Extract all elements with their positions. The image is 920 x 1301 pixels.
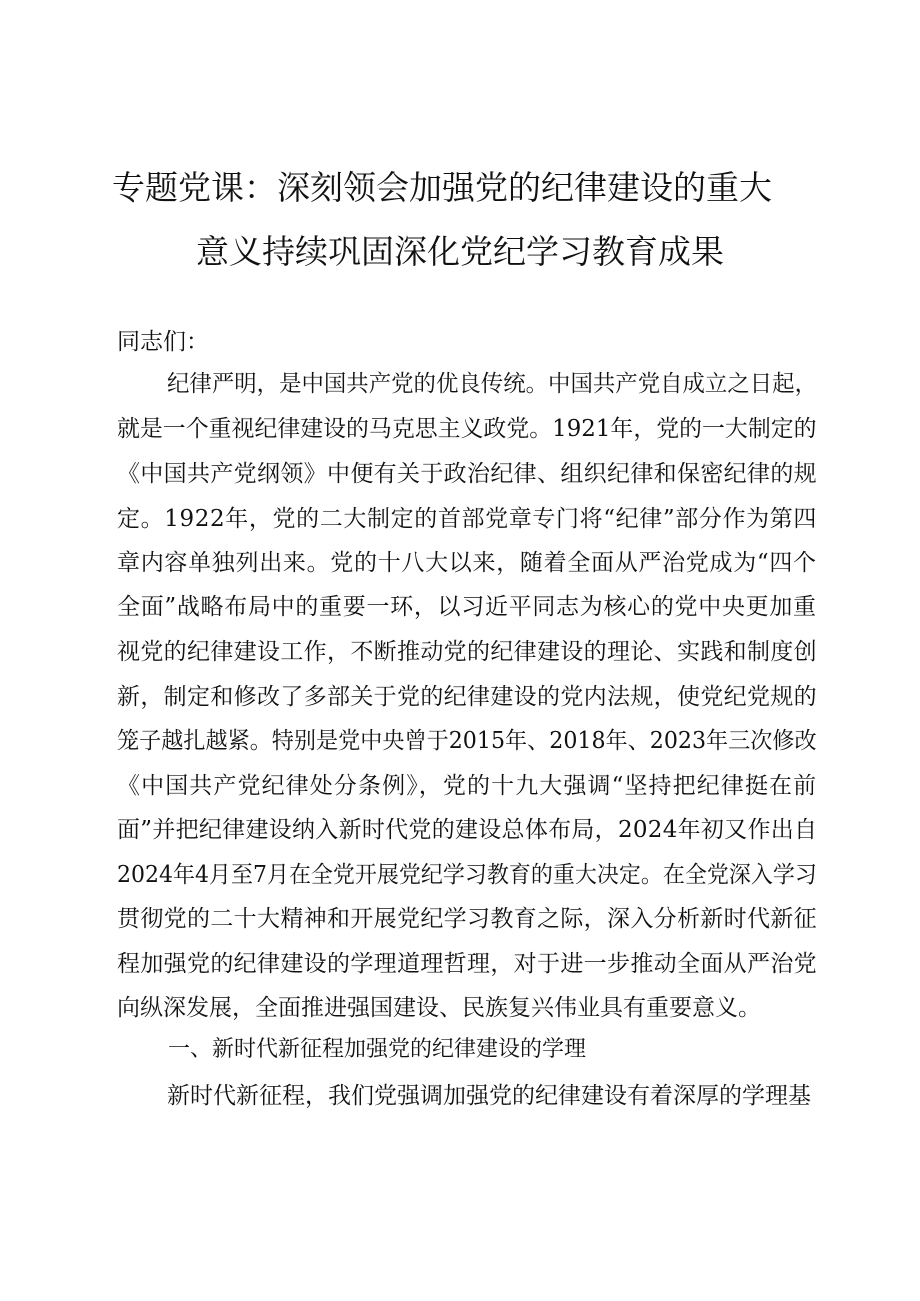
paragraph-1-line: 贯彻党的二十大精神和开展党纪学习教育之际，深入分析新时代新征: [117, 906, 817, 932]
salutation: 同志们：: [117, 329, 209, 355]
paragraph-1-line: 向纵深发展，全面推进强国建设、民族复兴伟业具有重要意义。: [117, 995, 761, 1021]
paragraph-2-line: 新时代新征程，我们党强调加强党的纪律建设有着深厚的学理基: [167, 1083, 811, 1109]
paragraph-1-line: 章内容单独列出来。党的十八大以来，随着全面从严治党成为“四个: [117, 550, 817, 576]
paragraph-1-line: 就是一个重视纪律建设的马克思主义政党。1921年，党的一大制定的: [117, 416, 817, 442]
paragraph-1-line: 2024年4月至7月在全党开展党纪学习教育的重大决定。在全党深入学习: [117, 862, 817, 888]
paragraph-1-line: 定。1922年，党的二大制定的首部党章专门将“纪律”部分作为第四: [117, 506, 818, 532]
section-1-heading: 一、新时代新征程加强党的纪律建设的学理: [168, 1037, 587, 1062]
paragraph-1-line: 笼子越扎越紧。特别是党中央曾于2015年、2018年、2023年三次修改: [117, 728, 817, 754]
paragraph-1-line: 全面”战略布局中的重要一环，以习近平同志为核心的党中央更加重: [117, 594, 817, 620]
paragraph-1-line: 纪律严明，是中国共产党的优良传统。中国共产党自成立之日起，: [167, 371, 817, 397]
paragraph-1-line: 面”并把纪律建设纳入新时代党的建设总体布局，2024年初又作出自: [117, 817, 818, 843]
document-title-line-1: 专题党课：深刻领会加强党的纪律建设的重大: [112, 168, 772, 207]
document-title-line-2: 意义持续巩固深化党纪学习教育成果: [196, 232, 724, 271]
paragraph-1-line: 《中国共产党纪律处分条例》，党的十九大强调“坚持把纪律挺在前: [117, 773, 818, 799]
paragraph-1-line: 程加强党的纪律建设的学理道理哲理，对于进一步推动全面从严治党: [117, 951, 817, 977]
paragraph-1-line: 《中国共产党纲领》中便有关于政治纪律、组织纪律和保密纪律的规: [117, 461, 817, 487]
paragraph-1-line: 视党的纪律建设工作，不断推动党的纪律建设的理论、实践和制度创: [117, 639, 817, 665]
paragraph-1-line: 新，制定和修改了多部关于党的纪律建设的党内法规，使党纪党规的: [117, 684, 817, 710]
